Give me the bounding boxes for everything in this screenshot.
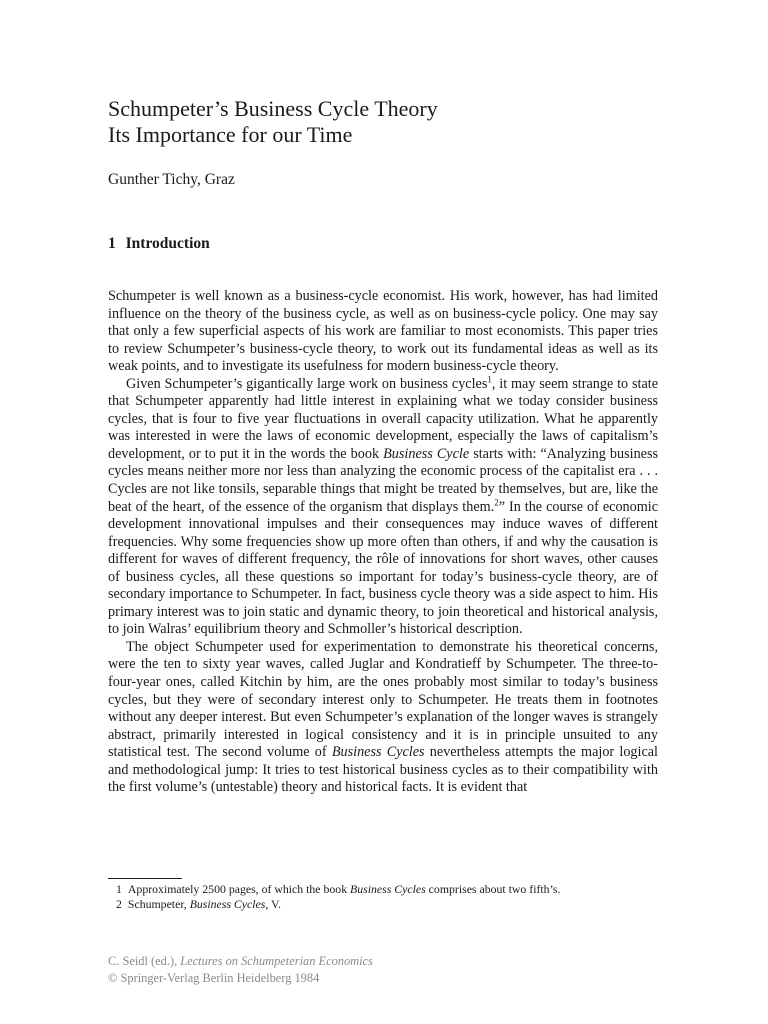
paragraph-2 (108, 376, 658, 639)
footnote-book-title: Business Cycles (189, 897, 266, 911)
title-line-1: Schumpeter’s Business Cycle Theory (108, 96, 438, 121)
colophon-editor: C. Seidl (ed.), (108, 954, 181, 968)
p2-text-d: ” In the course of economic development innovational impulses and their consequences may induce waves of different frequencies. Why some frequencies show up more often than others, if and why the causation is different for waves of different frequency, the rôle of innovations for short waves, other causes of business cycles, all these questions so important for today’s business-cycle theory, are of secondary importance to Schumpeter. In fact, business cycle theory was a side aspect to him. His primary interest was to join static and dynamic theory, to join theoretical and historical analysis, to join Walras’ equilibrium theory and Schmoller’s historical description. (108, 498, 659, 638)
author-line: Gunther Tichy, Graz (108, 171, 235, 188)
paragraph-1: Schumpeter is well known as a business-cycle economist. His work, however, has had limited influence on the theory of the business cycle, as well as on business-cycle policy. One may say that only a few superficial aspects of his work are familiar to most economists. This paper tries to review Schumpeter’s business-cycle theory, to work out its fundamental ideas as well as its weak points, and to investigate its usefulness for modern business-cycle theory. (108, 288, 658, 375)
book-title-business-cycle: Business Cycle (383, 445, 470, 462)
footnote-book-title: Business Cycles (350, 882, 426, 896)
colophon-line-2: © Springer-Verlag Berlin Heidelberg 1984 (108, 971, 320, 985)
colophon-line-1 (108, 953, 373, 970)
footnote-text: , V. (265, 897, 282, 911)
paragraph-3 (108, 639, 658, 797)
colophon-book-title: Lectures on Schumpeterian Economics (180, 954, 373, 968)
section-heading (108, 234, 210, 254)
footnote-rule (108, 878, 182, 879)
colophon (108, 953, 373, 987)
book-title-business-cycles: Business Cycles (331, 744, 425, 761)
footnote-ref-2: 2 (494, 496, 499, 507)
footnotes (116, 882, 658, 912)
p3-text-a: The object Schumpeter used for experimentation to demonstrate his theoretical concerns, were the ten to sixty year waves, called Juglar and Kondratieff by Schumpeter. The three-to-four-year ones, called Kitchin by him, are the ones probably most similar to today’s business cycles, but they were of secondary interest only to Schumpeter. He treats them in footnotes without any deeper interest. But even Schumpeter’s explanation of the longer waves is strangely abstract, primarily interested in logical consistency and it is in principle unsuited to any statistical test. The second volume of (108, 638, 658, 761)
title-line-2: Its Importance for our Time (108, 122, 353, 147)
p3-text-b: nevertheless attempts the major logical and methodological jump: It tries to test historical business cycles as to their compatibility with the first volume’s (untestable) theory and historical facts. It is evident that (108, 744, 658, 796)
footnote-text: Approximately 2500 pages, of which the book (127, 882, 351, 896)
footnote-number: 2 (116, 897, 122, 911)
footnote-1 (116, 882, 658, 897)
footnote-text: Schumpeter, (127, 897, 190, 911)
footnote-number: 1 (116, 882, 122, 896)
footnote-text: comprises about two fifth’s. (425, 882, 561, 896)
footnote-2 (116, 897, 658, 912)
p2-text-b: , it may seem strange to state that Schumpeter apparently had little interest in explaining what we today consider business cycles, that is four to five year fluctuations in overall capacity utilization. What he apparently was interested in were the laws of economic development, especially the laws of capitalism’s development, or to put it in the words the book (108, 375, 658, 462)
footnote-ref-1: 1 (487, 374, 492, 384)
paper-title (108, 96, 668, 148)
section-title: Introduction (125, 235, 210, 252)
p2-text-a: Given Schumpeter’s gigantically large work on business cycles (126, 375, 488, 392)
p2-text-c: starts with: “Analyzing business cycles means neither more nor less than analyzing the economic process of the capitalist era . . . Cycles are not like tonsils, separable things that might be treated by themselves, but are, like the beat of the heart, of the essence of the organism that displays them. (108, 445, 659, 515)
section-number: 1 (108, 235, 116, 252)
body-text (108, 288, 658, 797)
